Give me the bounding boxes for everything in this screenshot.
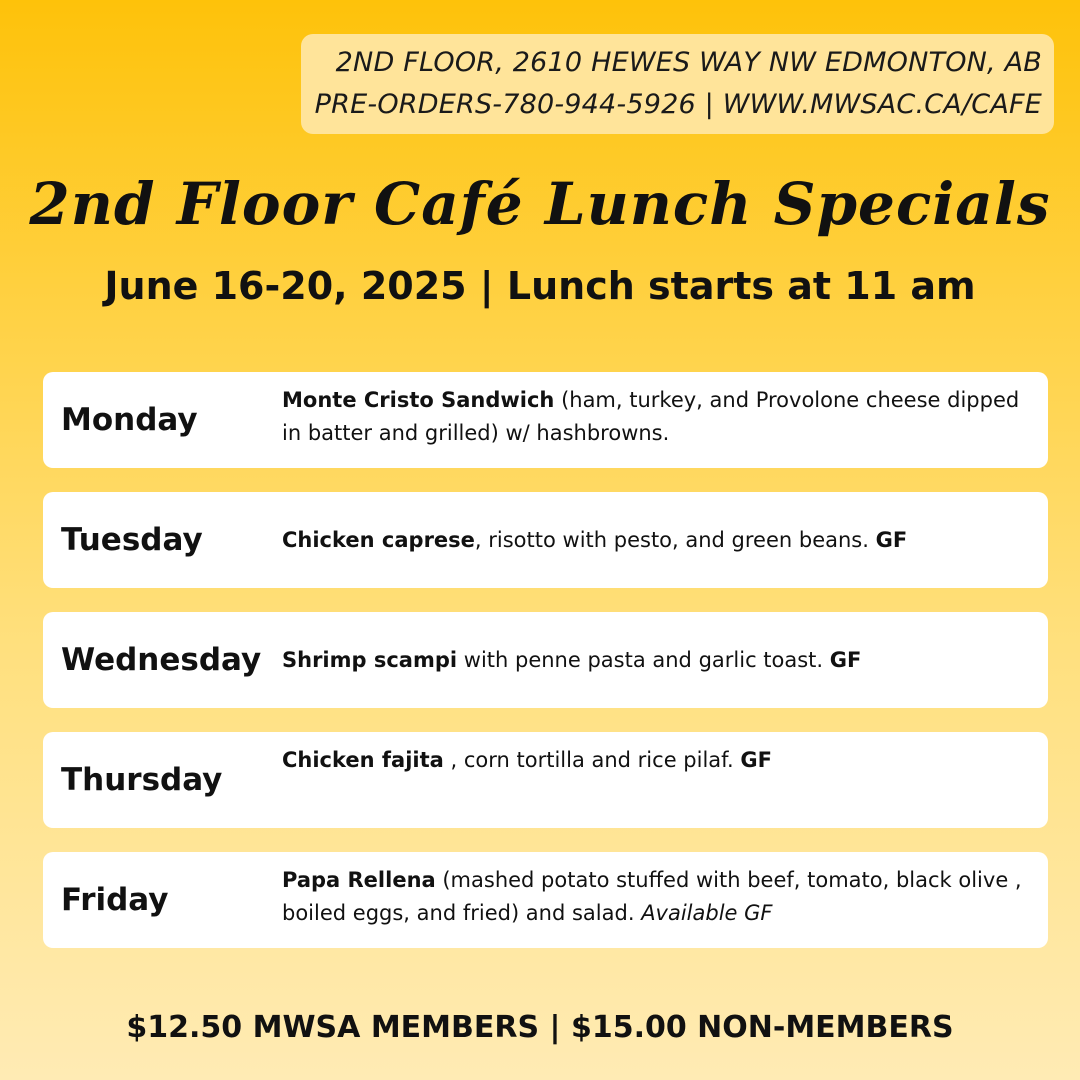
dietary-tag: GF	[829, 647, 862, 672]
menu-row-friday	[43, 852, 1048, 948]
dietary-tag: GF	[875, 527, 908, 552]
dish-details: (ham, turkey, and Provolone cheese dipped in batter and grilled) w/ hashbrowns.	[282, 388, 1020, 445]
day-label: Tuesday	[61, 522, 203, 558]
day-label: Wednesday	[61, 642, 262, 678]
dish-name: Papa Rellena	[282, 868, 436, 892]
dish-details: with penne pasta and garlic toast.	[457, 647, 830, 672]
dish-description	[282, 744, 1028, 777]
address-line: 2ND FLOOR, 2610 HEWES WAY NW EDMONTON, AB	[335, 47, 1042, 78]
menu-row-tuesday	[43, 492, 1048, 588]
contact-line: PRE-ORDERS-780-944-5926 | WWW.MWSAC.CA/CAFE	[314, 89, 1042, 120]
dish-name: Shrimp scampi	[282, 647, 458, 672]
dish-name: Monte Cristo Sandwich	[282, 388, 555, 412]
menu-row-thursday	[43, 732, 1048, 828]
dish-details: , corn tortilla and rice pilaf.	[443, 748, 741, 772]
dish-description	[282, 492, 1028, 588]
date-subtitle: June 16-20, 2025 | Lunch starts at 11 am	[104, 264, 976, 308]
menu-list	[43, 372, 1048, 972]
dish-details: (mashed potato stuffed with beef, tomato, black olive , boiled eggs, and fried) and salad.	[282, 868, 1022, 925]
page-title: 2nd Floor Café Lunch Specials	[29, 170, 1051, 238]
day-label: Monday	[61, 402, 198, 438]
pricing-line: $12.50 MWSA MEMBERS | $15.00 NON-MEMBERS	[126, 1010, 954, 1045]
dish-description	[282, 864, 1028, 930]
day-label: Friday	[61, 882, 169, 918]
dish-details: , risotto with pesto, and green beans.	[474, 527, 876, 552]
day-label: Thursday	[61, 762, 223, 798]
address-box	[301, 34, 1054, 134]
dish-name: Chicken caprese	[282, 527, 475, 552]
dish-description	[282, 612, 1028, 708]
dish-name: Chicken fajita	[282, 748, 444, 772]
dietary-tag: GF	[740, 748, 772, 772]
menu-row-wednesday	[43, 612, 1048, 708]
dietary-tag: Available GF	[641, 901, 773, 925]
menu-row-monday	[43, 372, 1048, 468]
dish-description	[282, 384, 1028, 450]
